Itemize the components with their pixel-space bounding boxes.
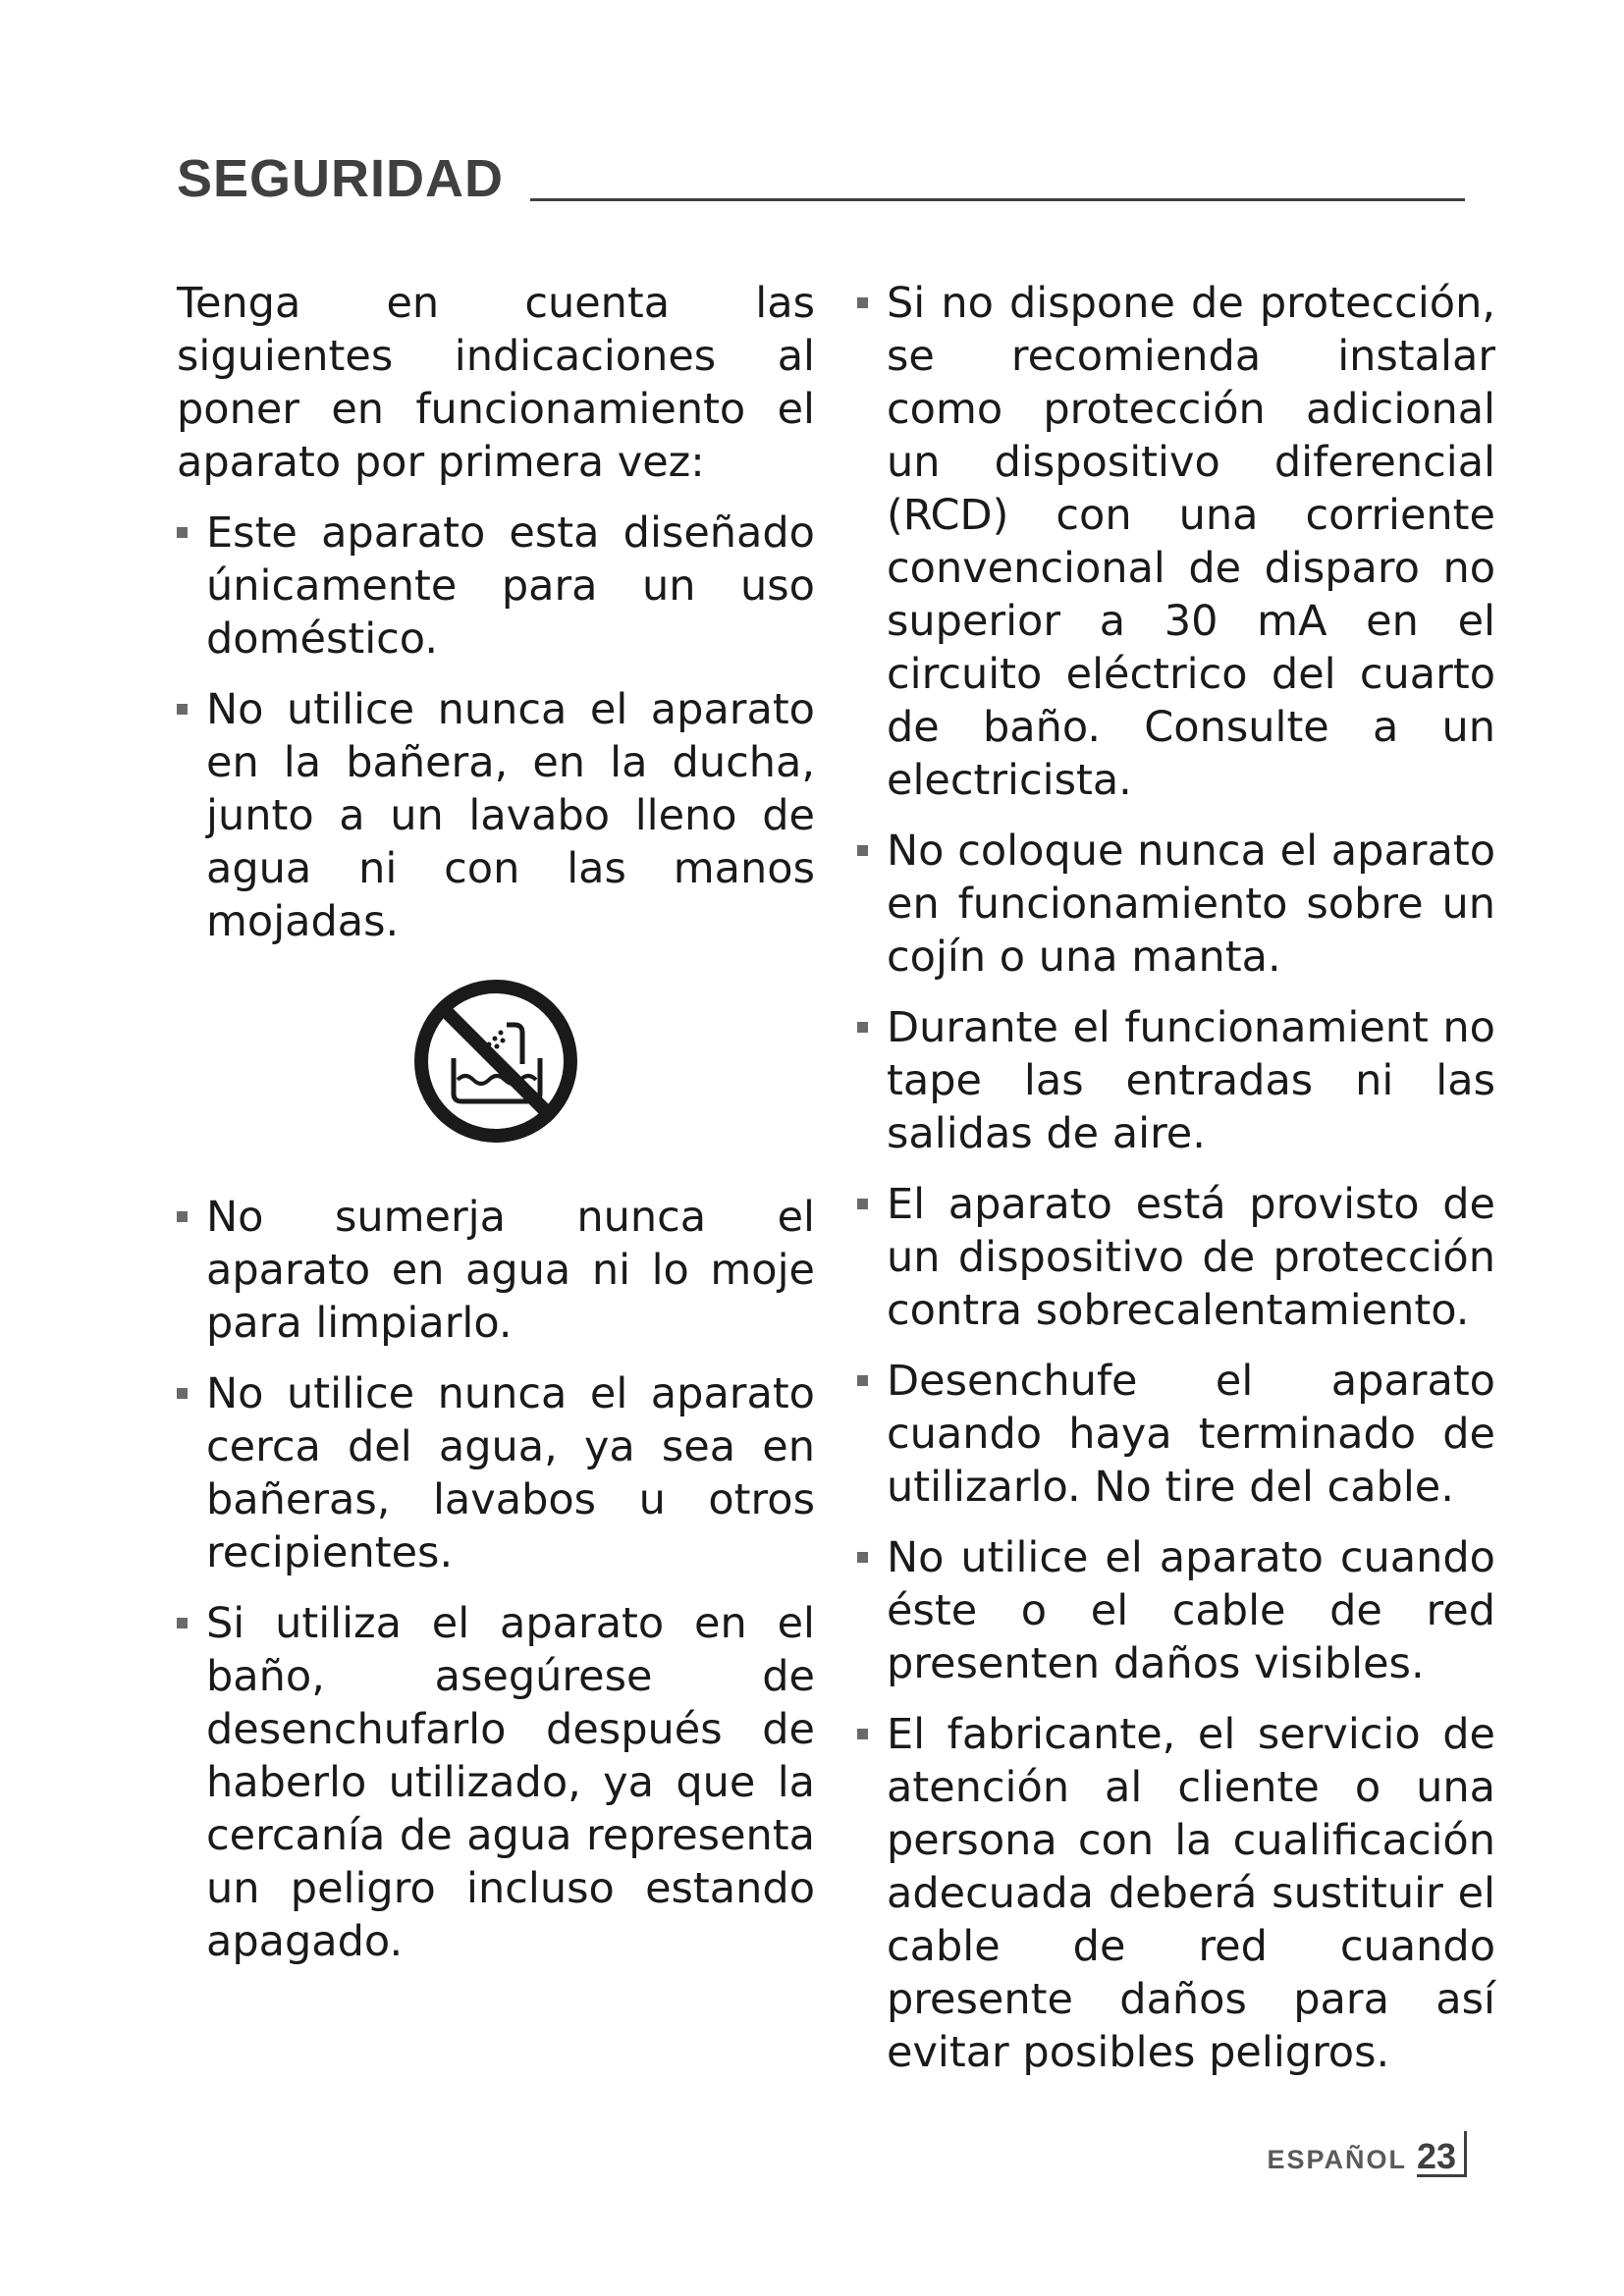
list-item-text: No utilice nunca el aparato en la bañera, en la ducha, junto a un lavabo lleno de agua ni con las manos mojadas.: [206, 685, 815, 946]
list-item: [177, 1597, 815, 1968]
section-header: [177, 149, 1465, 208]
bullet-square-icon: [857, 1199, 868, 1209]
list-item-text: Este aparato esta diseñado únicamente para un uso doméstico.: [206, 508, 815, 664]
bullet-square-icon: [177, 1211, 188, 1222]
bullet-square-icon: [857, 845, 868, 856]
bullet-square-icon: [177, 704, 188, 715]
bullet-square-icon: [857, 1552, 868, 1563]
page-title: SEGURIDAD: [177, 149, 505, 208]
page-number: 23: [1417, 2131, 1467, 2177]
list-item: [857, 1178, 1495, 1337]
list-item: [857, 1355, 1495, 1514]
intro-paragraph: Tenga en cuenta las siguientes indicaciones al poner en funcionamiento el aparato por primera vez:: [177, 279, 815, 487]
list-item: [857, 825, 1495, 984]
list-item-text: El aparato está provisto de un dispositivo de protección contra sobrecalentamiento.: [887, 1180, 1495, 1335]
list-item-text: Si no dispone de protección, se recomienda instalar como protección adicional un dispositivo diferencial (RCD) con una corriente convencional de disparo no superior a 30 mA en el circuito eléctrico del cuarto de baño. Consulte a un electricista.: [887, 279, 1495, 805]
bullet-square-icon: [177, 1388, 188, 1399]
warning-icon-container: [177, 970, 815, 1151]
bullet-square-icon: [857, 1375, 868, 1386]
list-item: [857, 1531, 1495, 1690]
bullet-square-icon: [177, 527, 188, 538]
list-item-text: El fabricante, el servicio de atención al cliente o una persona con la cualificación adecuada deberá sustituir el cable de red cuando presente daños para así evitar posibles peligros.: [887, 1710, 1495, 2077]
left-column: [177, 277, 815, 1986]
list-item: [177, 507, 815, 666]
list-item: [177, 683, 815, 948]
list-item: [177, 1191, 815, 1350]
list-item-text: Desenchufe el aparato cuando haya terminado de utilizarlo. No tire del cable.: [887, 1357, 1495, 1512]
list-item-text: Durante el funcionamient no tape las entradas ni las salidas de aire.: [887, 1003, 1495, 1158]
header-rule: [530, 198, 1465, 201]
no-bath-shower-icon: [412, 978, 579, 1145]
bullet-square-icon: [857, 297, 868, 308]
list-item-text: No sumerja nunca el aparato en agua ni lo moje para limpiarlo.: [206, 1193, 815, 1348]
bullet-square-icon: [857, 1729, 868, 1739]
footer-language: ESPAÑOL: [1267, 2145, 1407, 2174]
list-item: [857, 1708, 1495, 2079]
list-item-text: No utilice el aparato cuando éste o el cable de red presenten daños visibles.: [887, 1533, 1495, 1688]
page-footer: [1267, 2118, 1467, 2177]
list-item-text: Si utiliza el aparato en el baño, asegúrese de desenchufarlo después de haberlo utilizado, ya que la cercanía de agua representa un peligro incluso estando apagado.: [206, 1599, 815, 1966]
list-item-text: No coloque nunca el aparato en funcionamiento sobre un cojín o una manta.: [887, 827, 1495, 982]
list-item-text: No utilice nunca el aparato cerca del agua, ya sea en bañeras, lavabos u otros recipientes.: [206, 1369, 815, 1577]
right-column: [857, 277, 1495, 2097]
bullet-square-icon: [857, 1022, 868, 1033]
list-item: [177, 1367, 815, 1579]
list-item: [857, 1001, 1495, 1160]
list-item: [857, 277, 1495, 807]
bullet-square-icon: [177, 1618, 188, 1629]
